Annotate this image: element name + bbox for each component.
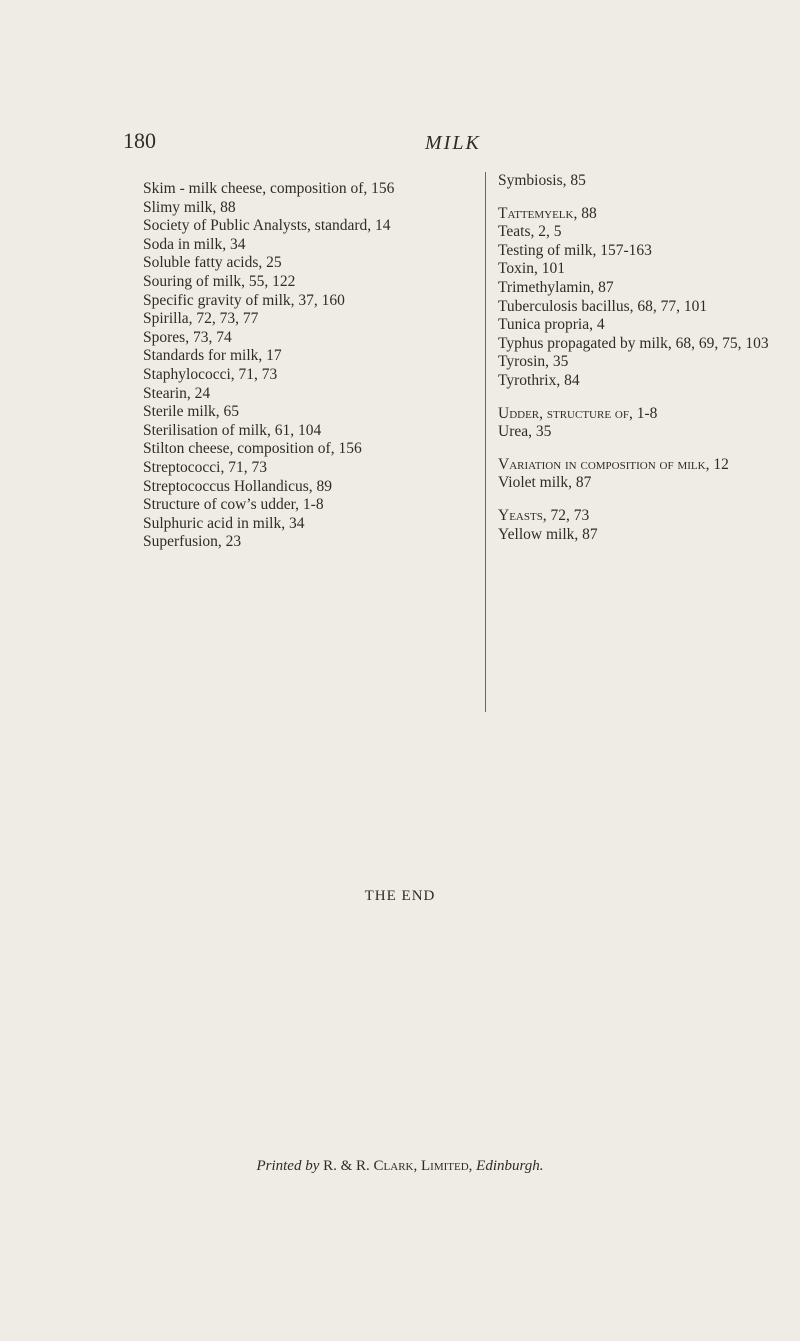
index-entry: Typhus propagated by milk, 68, 69, 75, 103 [498,334,769,352]
the-end: THE END [364,888,436,904]
index-entry: Tuberculosis bacillus, 68, 77, 101 [498,297,708,315]
index-entry: Yellow milk, 87 [498,525,598,543]
index-entry: Soluble fatty acids, 25 [143,254,282,272]
index-entry: Teats, 2, 5 [498,223,562,241]
running-title: MILK [425,132,481,154]
index-entry: Testing of milk, 157-163 [498,241,652,259]
index-entry: Specific gravity of milk, 37, 160 [143,291,345,309]
index-entry: Symbiosis, 85 [498,172,586,189]
index-entry: Toxin, 101 [498,260,565,278]
index-entry: Slimy milk, 88 [143,198,236,216]
index-entry: Tunica propria, 4 [498,316,605,334]
index-entry: Standards for milk, 17 [143,347,282,365]
index-entry: Trimethylamin, 87 [498,278,614,296]
index-entry: Spirilla, 72, 73, 77 [143,310,259,328]
index-entry: Superfusion, 23 [143,533,242,551]
printer-imprint [0,1158,800,1175]
index-entry: Spores, 73, 74 [143,328,232,346]
index-entry: Tyrosin, 35 [498,353,569,371]
index-entry: Soda in milk, 34 [143,235,246,253]
index-entry: Streptococci, 71, 73 [143,458,267,476]
imprint-prefix: Printed by [256,1158,320,1174]
index-entry: Tyrothrix, 84 [498,371,580,389]
index-entry: Society of Public Analysts, standard, 14 [143,217,391,235]
index-entry: Udder, structure of, 1-8 [498,404,658,422]
index-entry: Souring of milk, 55, 122 [143,272,296,290]
index-entry: Stearin, 24 [143,384,211,402]
index-entry: Stilton cheese, composition of, 156 [143,440,362,458]
index-entry: Sulphuric acid in milk, 34 [143,514,305,532]
index-entry: Violet milk, 87 [498,474,592,492]
index-column-right [485,172,778,712]
index-entry: Structure of cow’s udder, 1-8 [143,496,324,514]
index-entry: Variation in composition of milk, 12 [498,455,729,473]
index-entry: Staphylococci, 71, 73 [143,365,278,383]
imprint-place: Edinburgh. [476,1158,544,1174]
index-column-left [143,180,468,552]
imprint-printer: R. & R. Clark, Limited, [323,1158,473,1174]
index-entry: Tattemyelk, 88 [498,204,597,222]
index-entry: Urea, 35 [498,423,552,441]
index-entry: Streptococcus Hollandicus, 89 [143,477,332,495]
index-entry: Yeasts, 72, 73 [498,506,590,524]
index-entry: Sterilisation of milk, 61, 104 [143,421,322,439]
index-entry: Sterile milk, 65 [143,403,240,421]
index-entry: Skim - milk cheese, composition of, 156 [143,180,395,197]
page-number: 180 [123,128,156,153]
